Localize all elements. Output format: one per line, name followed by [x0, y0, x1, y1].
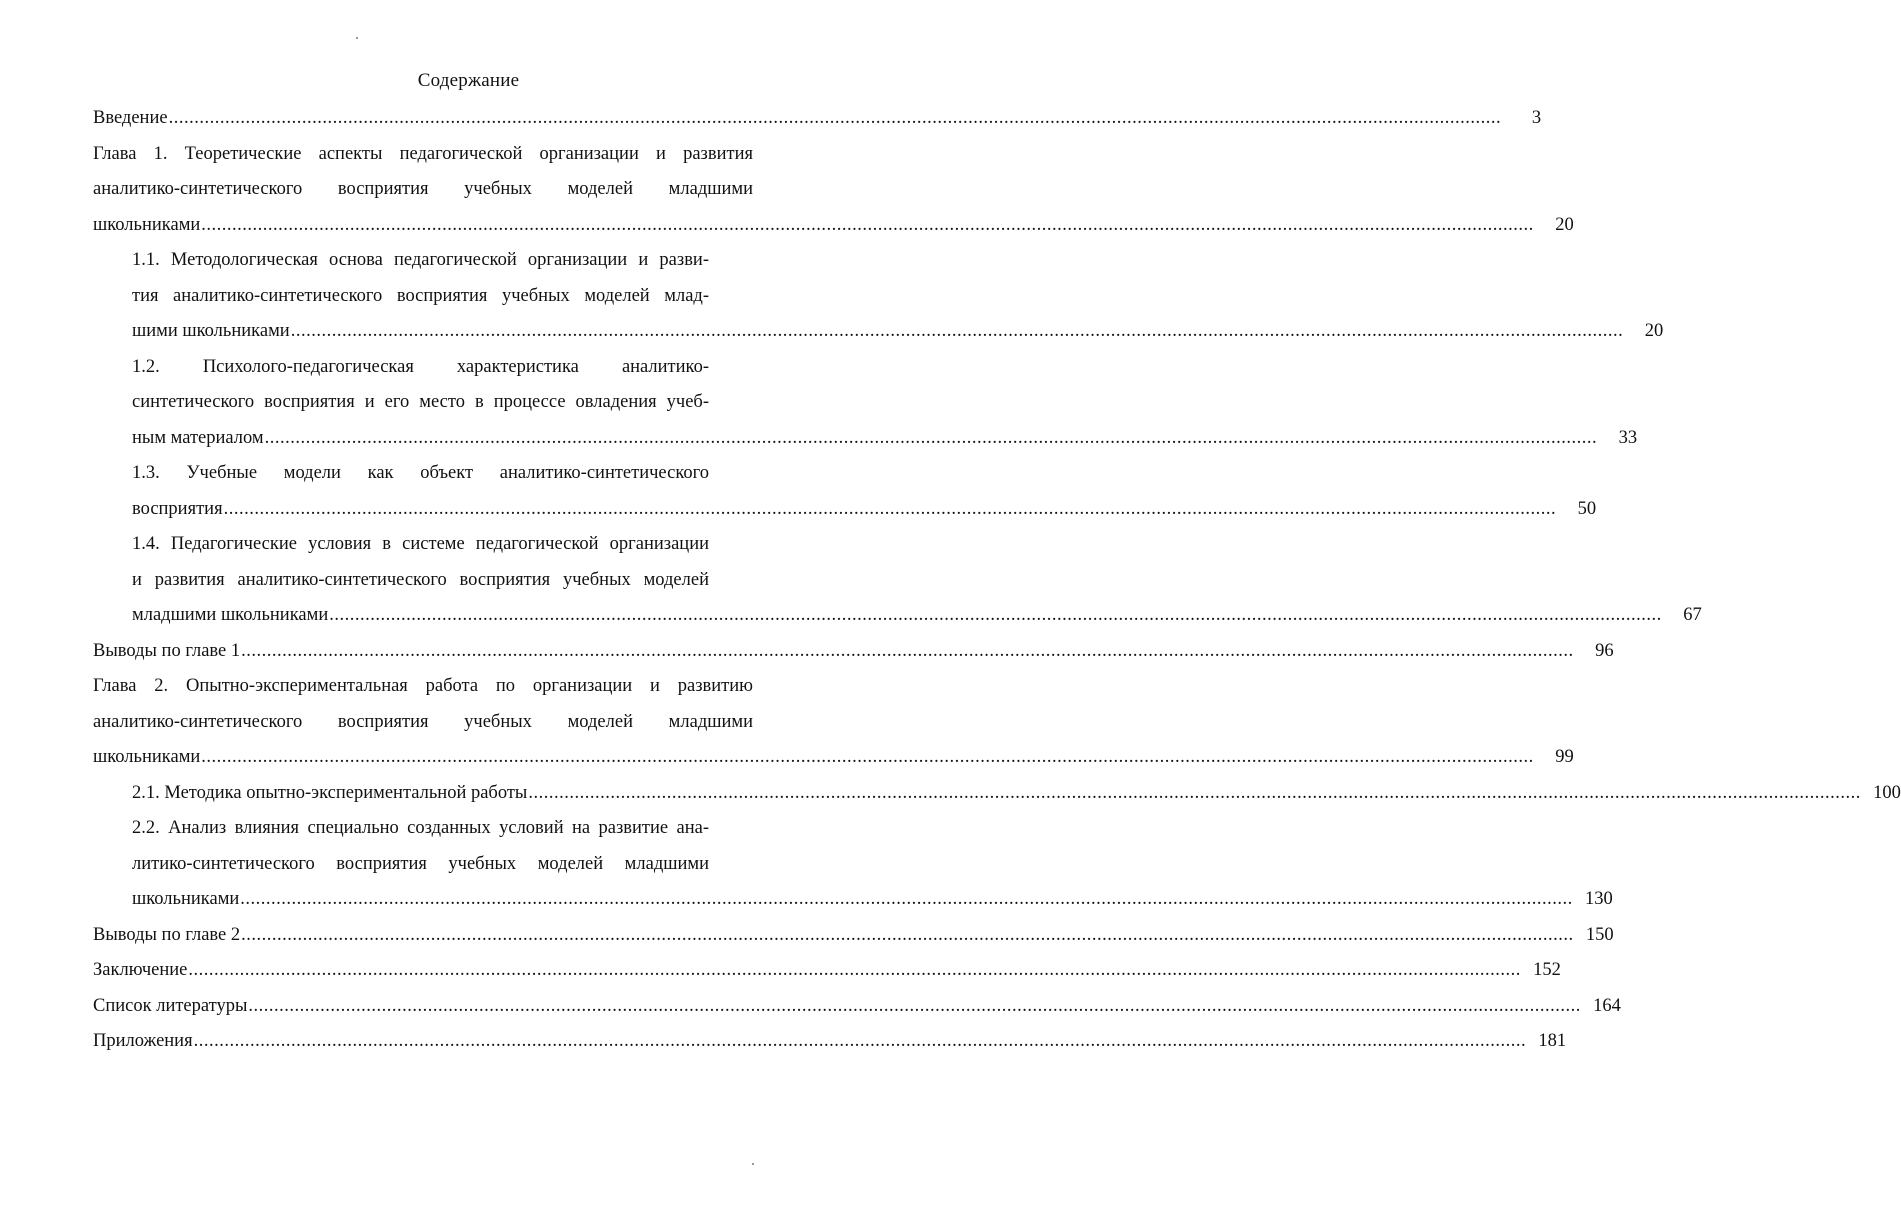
- toc-subsection-entry: [93, 460, 1597, 531]
- scan-speck: [752, 1163, 754, 1165]
- toc-entry-line-with-page: [132, 780, 1901, 816]
- dot-leader: ....................................................................................................................................................................................................................................................................: [240, 889, 1573, 909]
- scan-speck: [356, 37, 358, 39]
- toc-subsection-entry: [93, 780, 1901, 816]
- dot-leader: ....................................................................................................................................................................................................................................................................: [290, 321, 1624, 341]
- page-title: Содержание: [417, 70, 520, 91]
- dot-leader: ....................................................................................................................................................................................................................................................................: [168, 108, 1502, 128]
- toc-page-number: 20: [1555, 214, 1574, 235]
- toc-entry-text: восприятия: [132, 498, 223, 519]
- toc-section-entry: [93, 993, 1621, 1029]
- dot-leader: ....................................................................................................................................................................................................................................................................: [264, 427, 1598, 448]
- toc-entry-text: Заключение: [93, 960, 188, 980]
- toc-entry-line: тия аналитико-синтетического восприятия учебных моделей млад-: [132, 285, 709, 306]
- toc-page-number: 3: [1531, 108, 1542, 128]
- dot-leader: ....................................................................................................................................................................................................................................................................: [329, 605, 1662, 625]
- dot-leader: ....................................................................................................................................................................................................................................................................: [528, 782, 1861, 803]
- toc-subsection-entry: [93, 531, 1702, 638]
- toc-section-entry: [93, 1028, 1567, 1064]
- toc-entry-line: литико-синтетического восприятия учебных моделей младшими: [132, 853, 709, 874]
- toc-section-entry: [93, 673, 1574, 780]
- toc-entry-text: Выводы по главе 2: [93, 924, 241, 945]
- toc-entry-line-with-page: [93, 105, 1542, 141]
- toc-entry-line-with-page: [93, 638, 1614, 674]
- table-of-contents: [93, 105, 1901, 1064]
- toc-page-number: 96: [1595, 640, 1614, 661]
- toc-entry-line-with-page: [93, 957, 1561, 993]
- toc-entry-line: 1.2. Психолого-педагогическая характеристика аналитико-: [132, 356, 709, 377]
- toc-entry-text: 2.1. Методика опытно-экспериментальной работы: [132, 782, 528, 803]
- toc-section-entry: [93, 638, 1614, 674]
- dot-leader: ....................................................................................................................................................................................................................................................................: [201, 747, 1534, 767]
- toc-entry-line-with-page: [93, 212, 1574, 248]
- toc-section-entry: [93, 957, 1561, 993]
- toc-section-entry: [93, 141, 1574, 248]
- toc-page-number: 99: [1555, 747, 1574, 767]
- toc-entry-line: аналитико-синтетического восприятия учебных моделей младшими: [93, 179, 753, 199]
- toc-page-number: 33: [1618, 427, 1638, 448]
- toc-entry-line-with-page: [132, 496, 1597, 532]
- toc-entry-text: школьниками: [132, 889, 240, 909]
- toc-section-entry: [93, 105, 1542, 141]
- toc-entry-line: Глава 2. Опытно-экспериментальная работа по организации и развитию: [93, 676, 753, 696]
- toc-page-number: 150: [1585, 924, 1614, 945]
- toc-entry-line: 1.3. Учебные модели как объект аналитико-синтетического: [132, 463, 709, 483]
- toc-entry-line-with-page: [132, 602, 1702, 638]
- toc-entry-line: и развития аналитико-синтетического восприятия учебных моделей: [132, 569, 709, 590]
- toc-entry-text: Приложения: [93, 1031, 193, 1051]
- toc-page-number: 67: [1683, 605, 1702, 625]
- dot-leader: ....................................................................................................................................................................................................................................................................: [241, 924, 1574, 945]
- toc-entry-line-with-page: [132, 886, 1613, 922]
- toc-entry-line-with-page: [93, 922, 1614, 958]
- toc-page-number: 20: [1644, 321, 1664, 341]
- dot-leader: ....................................................................................................................................................................................................................................................................: [223, 498, 1557, 519]
- toc-entry-line: Глава 1. Теоретические аспекты педагогической организации и развития: [93, 143, 753, 164]
- toc-entry-line: 2.2. Анализ влияния специально созданных условий на развитие ана-: [132, 818, 709, 838]
- toc-page-number: 164: [1593, 995, 1621, 1016]
- toc-page-number: 130: [1585, 889, 1613, 909]
- toc-entry-line-with-page: [93, 993, 1621, 1029]
- toc-entry-line: 1.4. Педагогические условия в системе педагогической организации: [132, 534, 709, 554]
- toc-subsection-entry: [93, 354, 1638, 461]
- toc-entry-text: школьниками: [93, 214, 201, 235]
- toc-entry-text: Введение: [93, 108, 168, 128]
- toc-entry-text: младшими школьниками: [132, 605, 329, 625]
- dot-leader: ....................................................................................................................................................................................................................................................................: [201, 214, 1534, 235]
- toc-entry-line-with-page: [93, 744, 1574, 780]
- toc-entry-line-with-page: [132, 318, 1664, 354]
- toc-page-number: 152: [1533, 960, 1561, 980]
- dot-leader: ....................................................................................................................................................................................................................................................................: [193, 1031, 1527, 1051]
- toc-page-number: 50: [1577, 498, 1597, 519]
- toc-entry-line: аналитико-синтетического восприятия учебных моделей младшими: [93, 711, 753, 732]
- toc-entry-text: Список литературы: [93, 995, 248, 1016]
- toc-entry-text: Выводы по главе 1: [93, 640, 241, 661]
- toc-entry-line-with-page: [93, 1028, 1567, 1064]
- dot-leader: ....................................................................................................................................................................................................................................................................: [248, 995, 1581, 1016]
- toc-section-entry: [93, 922, 1614, 958]
- toc-entry-text: шими школьниками: [132, 321, 290, 341]
- dot-leader: ....................................................................................................................................................................................................................................................................: [188, 960, 1521, 980]
- toc-subsection-entry: [93, 247, 1664, 354]
- dot-leader: ....................................................................................................................................................................................................................................................................: [241, 640, 1574, 661]
- toc-entry-line-with-page: [132, 425, 1638, 461]
- toc-page-number: 100: [1873, 782, 1901, 803]
- toc-entry-text: школьниками: [93, 747, 201, 767]
- toc-entry-line: 1.1. Методологическая основа педагогической организации и разви-: [132, 250, 709, 270]
- toc-subsection-entry: [93, 815, 1613, 922]
- toc-page-number: 181: [1538, 1031, 1567, 1051]
- toc-entry-line: синтетического восприятия и его место в процессе овладения учеб-: [132, 392, 709, 412]
- toc-entry-text: ным материалом: [132, 427, 264, 448]
